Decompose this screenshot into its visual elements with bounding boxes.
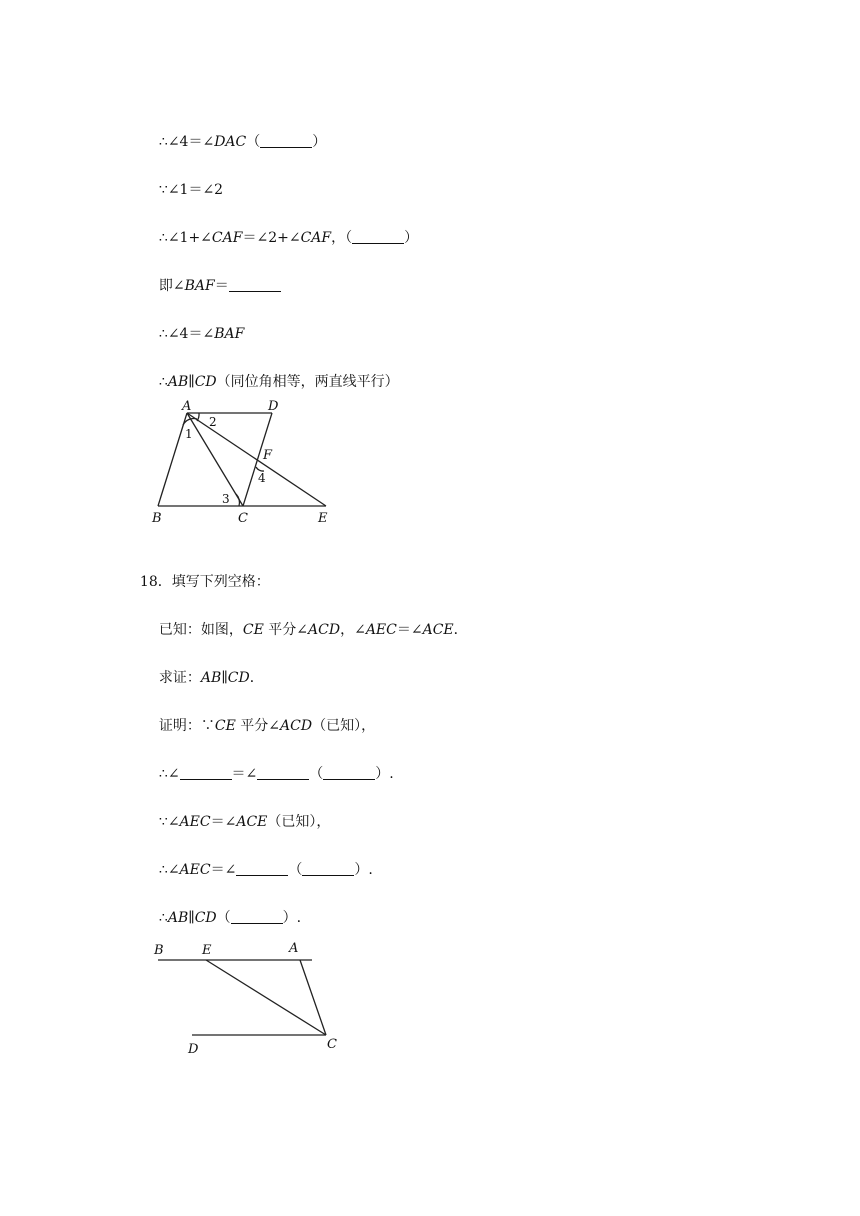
segment-AC — [300, 960, 326, 1035]
segment-EC — [206, 960, 326, 1035]
answer-blank[interactable] — [229, 277, 281, 292]
point-label-E: E — [202, 943, 212, 958]
question-18-step-2: ∴∠ ＝∠ （ ）. — [158, 766, 394, 782]
figure-parallel-lines — [140, 935, 360, 1060]
answer-blank[interactable] — [302, 861, 354, 876]
proof-line-2: ∵∠1＝∠2 — [158, 182, 224, 198]
question-18-step-1: 证明：∵CE 平分∠ACD（已知）， — [158, 718, 376, 734]
angle-label-1: 1 — [185, 427, 193, 441]
proof-line-1: ∴∠4＝∠DAC（ ） — [158, 134, 327, 150]
question-18-prove: 求证：AB∥CD． — [158, 670, 264, 686]
answer-blank[interactable] — [257, 765, 309, 780]
point-label-C: C — [327, 1037, 337, 1052]
question-18-step-4: ∴∠AEC＝∠ （ ）. — [158, 862, 373, 878]
answer-blank[interactable] — [352, 229, 404, 244]
angle-arc-2 — [197, 413, 199, 421]
answer-blank[interactable] — [260, 133, 312, 148]
point-label-D: D — [268, 399, 279, 414]
question-18-given: 已知：如图，CE 平分∠ACD，∠AEC＝∠ACE． — [158, 622, 468, 638]
angle-label-2: 2 — [209, 415, 217, 429]
point-label-B: B — [154, 943, 164, 958]
proof-line-4: 即∠BAF＝ — [150, 256, 281, 296]
answer-blank[interactable] — [236, 861, 288, 876]
angle-label-4: 4 — [258, 471, 266, 485]
question-18-title: 18．填写下列空格： — [139, 574, 270, 590]
point-label-D: D — [188, 1042, 199, 1057]
point-label-C: C — [238, 511, 248, 526]
proof-line-6: ∴AB∥CD（同位角相等，两直线平行） — [158, 374, 399, 390]
figure-parallelogram — [140, 395, 340, 530]
angle-label-3: 3 — [222, 492, 230, 506]
question-18-step-3: ∵∠AEC＝∠ACE（已知）， — [158, 814, 331, 830]
point-label-E: E — [318, 511, 328, 526]
question-18-step-5: ∴AB∥CD（ ）. — [158, 910, 302, 926]
segment-AB — [158, 413, 187, 506]
answer-blank[interactable] — [323, 765, 375, 780]
answer-blank[interactable] — [231, 909, 283, 924]
answer-blank[interactable] — [180, 765, 232, 780]
point-label-A: A — [289, 941, 299, 956]
proof-line-5: ∴∠4＝∠BAF — [158, 326, 245, 342]
point-label-A: A — [182, 399, 192, 414]
segment-AE — [187, 413, 326, 506]
point-label-B: B — [152, 511, 162, 526]
proof-line-3: ∴∠1+∠CAF＝∠2+∠CAF，（ ） — [158, 230, 419, 246]
point-label-F: F — [263, 448, 273, 463]
